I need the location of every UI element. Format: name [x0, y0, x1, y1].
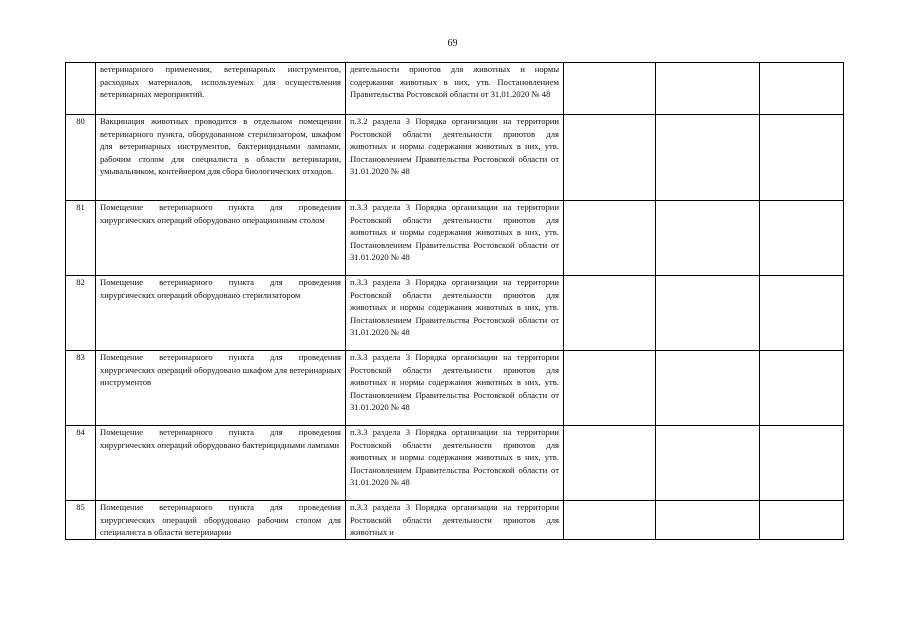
- table-row: [66, 63, 844, 115]
- row-number: 83: [66, 351, 96, 426]
- table-row: [66, 351, 844, 426]
- answer-no-cell[interactable]: [656, 426, 760, 501]
- note-cell[interactable]: [760, 201, 844, 276]
- requirement-text: Вакцинация животных проводится в отдельном помещении ветеринарного пункта, оборудованном стерилизатором, шкафом для ветеринарных инструментов, бактерицидными лампами, рабочим столом для специалиста в области ветеринарии, умывальником, контейнером для сбора биологических отходов.: [96, 115, 346, 201]
- table-row: [66, 426, 844, 501]
- answer-no-cell[interactable]: [656, 63, 760, 115]
- answer-no-cell[interactable]: [656, 501, 760, 540]
- answer-no-cell[interactable]: [656, 201, 760, 276]
- row-number: 81: [66, 201, 96, 276]
- legal-reference: п.3.3 раздела 3 Порядка организации на территории Ростовской области деятельности приютов для животных и нормы содержания животных в них, утв. Постановлением Правительства Ростовской области от 31.01.2020 № 48: [346, 426, 564, 501]
- row-number: 84: [66, 426, 96, 501]
- answer-no-cell[interactable]: [656, 351, 760, 426]
- page-number: 69: [447, 38, 458, 49]
- answer-yes-cell[interactable]: [564, 426, 656, 501]
- row-number: [66, 63, 96, 115]
- note-cell[interactable]: [760, 501, 844, 540]
- table-row: [66, 501, 844, 540]
- note-cell[interactable]: [760, 63, 844, 115]
- requirement-text: Помещение ветеринарного пункта для проведения хирургических операций оборудовано бактерицидными лампами: [96, 426, 346, 501]
- legal-reference: п.3.3 раздела 3 Порядка организации на территории Ростовской области деятельности приютов для животных и нормы содержания животных в них, утв. Постановлением Правительства Ростовской области от 31.01.2020 № 48: [346, 276, 564, 351]
- legal-reference: деятельности приютов для животных и нормы содержания животных в них, утв. Постановлением Правительства Ростовской области от 31.01.2020 № 48: [346, 63, 564, 115]
- checklist-table: [65, 62, 844, 540]
- note-cell[interactable]: [760, 276, 844, 351]
- table-row: [66, 201, 844, 276]
- note-cell[interactable]: [760, 115, 844, 201]
- legal-reference: п.3.3 раздела 3 Порядка организации на территории Ростовской области деятельности приютов для животных и нормы содержания животных в них, утв. Постановлением Правительства Ростовской области от 31.01.2020 № 48: [346, 201, 564, 276]
- table-row: [66, 276, 844, 351]
- requirement-text: ветеринарного применения, ветеринарных инструментов, расходных материалов, используемых для осуществления ветеринарных мероприятий.: [96, 63, 346, 115]
- legal-reference: п.3.2 раздела 3 Порядка организации на территории Ростовской области деятельности приютов для животных и нормы содержания животных в них, утв. Постановлением Правительства Ростовской области от 31.01.2020 № 48: [346, 115, 564, 201]
- requirement-text: Помещение ветеринарного пункта для проведения хирургических операций оборудовано стерилизатором: [96, 276, 346, 351]
- answer-yes-cell[interactable]: [564, 201, 656, 276]
- answer-no-cell[interactable]: [656, 276, 760, 351]
- row-number: 85: [66, 501, 96, 540]
- requirement-text: Помещение ветеринарного пункта для проведения хирургических операций оборудовано рабочим столом для специалиста в области ветеринарии: [96, 501, 346, 540]
- legal-reference: п.3.3 раздела 3 Порядка организации на территории Ростовской области деятельности приютов для животных и: [346, 501, 564, 540]
- row-number: 82: [66, 276, 96, 351]
- requirement-text: Помещение ветеринарного пункта для проведения хирургических операций оборудовано операционным столом: [96, 201, 346, 276]
- row-number: 80: [66, 115, 96, 201]
- table-row: [66, 115, 844, 201]
- note-cell[interactable]: [760, 351, 844, 426]
- answer-yes-cell[interactable]: [564, 115, 656, 201]
- legal-reference: п.3.3 раздела 3 Порядка организации на территории Ростовской области деятельности приютов для животных и нормы содержания животных в них, утв. Постановлением Правительства Ростовской области от 31.01.2020 № 48: [346, 351, 564, 426]
- answer-yes-cell[interactable]: [564, 501, 656, 540]
- answer-yes-cell[interactable]: [564, 276, 656, 351]
- answer-yes-cell[interactable]: [564, 63, 656, 115]
- answer-yes-cell[interactable]: [564, 351, 656, 426]
- answer-no-cell[interactable]: [656, 115, 760, 201]
- requirement-text: Помещение ветеринарного пункта для проведения хирургических операций оборудовано шкафом для ветеринарных инструментов: [96, 351, 346, 426]
- note-cell[interactable]: [760, 426, 844, 501]
